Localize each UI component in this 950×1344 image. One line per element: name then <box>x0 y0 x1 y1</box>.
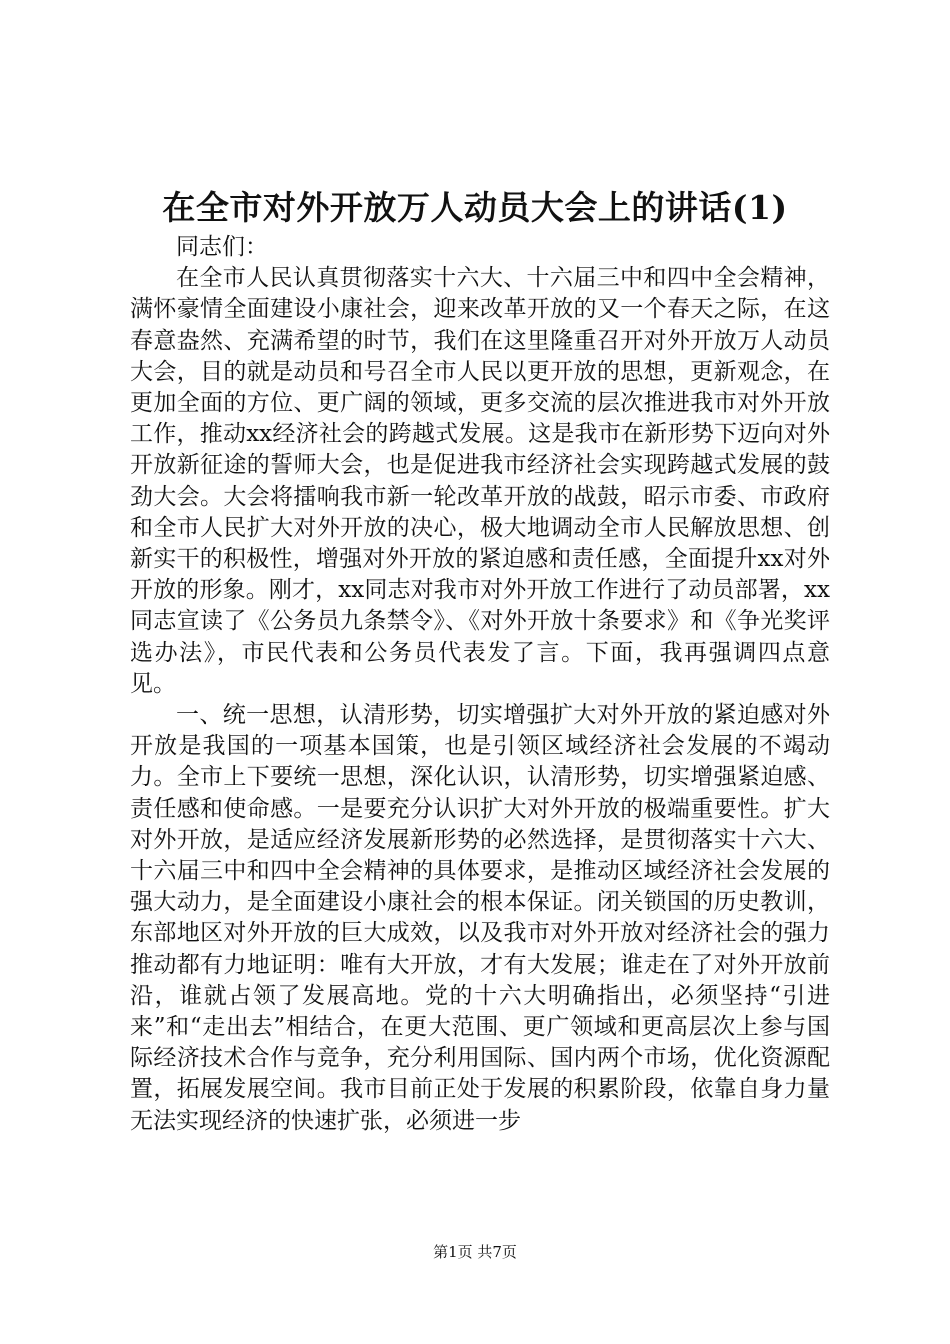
paragraph-intro: 在全市人民认真贯彻落实十六大、十六届三中和四中全会精神，满怀豪情全面建设小康社会，迎来改革开放的又一个春天之际，在这春意盎然、充满希望的时节，我们在这里隆重召开对外开放万人动员大会，目的就是动员和号召全市人民以更开放的思想，更新观念，在更加全面的方位、更广阔的领域，更多交流的层次推进我市对外开放工作，推动xx经济社会的跨越式发展。这是我市在新形势下迈向对外开放新征途的誓师大会，也是促进我市经济社会实现跨越式发展的鼓劲大会。大会将擂响我市新一轮改革开放的战鼓，昭示市委、市政府和全市人民扩大对外开放的决心，极大地调动全市人民解放思想、创新实干的积极性，增强对外开放的紧迫感和责任感，全面提升xx对外开放的形象。刚才，xx同志对我市对外开放工作进行了动员部署，xx同志宣读了《公务员九条禁令》、《对外开放十条要求》和《争光奖评选办法》，市民代表和公务员代表发了言。下面，我再强调四点意见。 <box>130 265 830 697</box>
page-number-footer: 第1页 共7页 <box>433 1243 517 1261</box>
salutation: 同志们： <box>176 234 268 260</box>
document-title: 在全市对外开放万人动员大会上的讲话(1) <box>162 188 788 227</box>
paragraph-section-one: 一、统一思想，认清形势，切实增强扩大对外开放的紧迫感对外开放是我国的一项基本国策，也是引领区域经济社会发展的不竭动力。全市上下要统一思想，深化认识，认清形势，切实增强紧迫感、责任感和使命感。一是要充分认识扩大对外开放的极端重要性。扩大对外开放，是适应经济发展新形势的必然选择，是贯彻落实十六大、十六届三中和四中全会精神的具体要求，是推动区域经济社会发展的强大动力，是全面建设小康社会的根本保证。闭关锁国的历史教训，东部地区对外开放的巨大成效，以及我市对外开放对经济社会的强力推动都有力地证明：唯有大开放，才有大发展；谁走在了对外开放前沿，谁就占领了发展高地。党的十六大明确指出，必须坚持“引进来”和“走出去”相结合，在更大范围、更广领域和更高层次上参与国际经济技术合作与竞争，充分利用国际、国内两个市场，优化资源配置，拓展发展空间。我市目前正处于发展的积累阶段，依靠自身力量无法实现经济的快速扩张，必须进一步 <box>130 702 830 1134</box>
document-body <box>130 232 830 1137</box>
